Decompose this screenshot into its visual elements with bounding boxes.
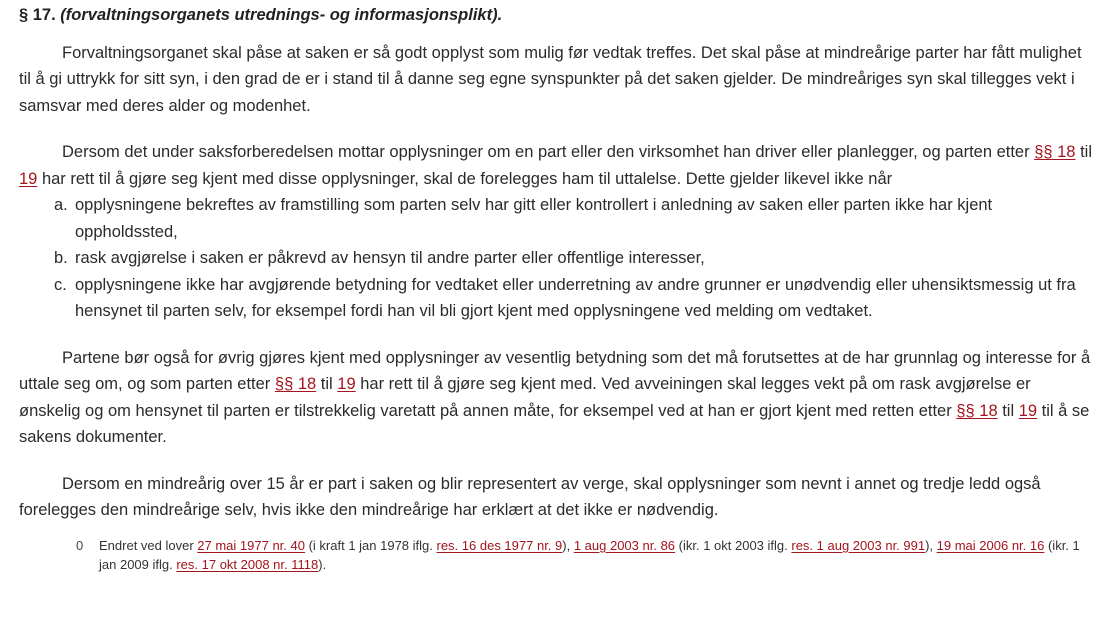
- list-item-text: opplysningene bekreftes av framstilling som parten selv har gitt eller kontrollert i anledning av saken eller parten ikke har kjent oppholdssted,: [75, 196, 993, 241]
- paragraph-3-til: til: [997, 401, 1019, 420]
- ref-law-1977[interactable]: 27 mai 1977 nr. 40: [197, 537, 305, 553]
- amendment-note: [76, 536, 1093, 574]
- paragraph-3-til: til: [316, 375, 338, 393]
- list-marker: b.: [54, 249, 68, 267]
- list-marker: a.: [54, 196, 68, 214]
- note-text: Endret ved lover: [99, 537, 198, 553]
- paragraph-2: [19, 139, 1093, 192]
- note-text: ).: [318, 556, 327, 572]
- ref-res-1977[interactable]: res. 16 des 1977 nr. 9: [436, 537, 563, 553]
- list-marker: c.: [54, 275, 67, 294]
- list-item-text: opplysningene ikke har avgjørende betydning for vedtaket eller underretning av andre grunner er unødvendig eller uhensiktsmessig ut fra hensynet til parten selv, for eksempel fordi han vil bli gjort kjent med opplysningene ved melding om vedtaket.: [75, 275, 1076, 320]
- paragraph-4: Dersom en mindreårig over 15 år er part i saken og blir representert av verge, skal opplysninger som nevnt i annet og tredje ledd også forelegges den mindreårige selv, hvis ikke den mindreårige har erklært at det ikke er nødvendig.: [19, 474, 1041, 519]
- list-item: [54, 245, 1093, 272]
- note-text: ),: [925, 537, 937, 553]
- note-text: (i kraft 1 jan 1978 iflg.: [304, 537, 437, 553]
- ref-section-18[interactable]: §§ 18: [1034, 143, 1076, 161]
- paragraph-3-text-a: Partene bør også for øvrig gjøres kjent med opplysninger av vesentlig betydning som det må forutsettes at de har grunnlag og interesse for å uttale seg om, og som parten etter: [19, 348, 1091, 393]
- list-item: [54, 272, 1093, 325]
- note-text: (ikr. 1 okt 2003 iflg.: [675, 537, 792, 553]
- list-item-text: rask avgjørelse i saken er påkrevd av hensyn til andre parter eller offentlige interesser,: [75, 249, 705, 267]
- ref-section-18[interactable]: §§ 18: [956, 401, 998, 420]
- ref-section-18[interactable]: §§ 18: [274, 375, 317, 393]
- note-marker: 0: [76, 537, 84, 553]
- ref-res-2003[interactable]: res. 1 aug 2003 nr. 991: [791, 537, 926, 553]
- litra-list: [19, 192, 1093, 325]
- paragraph-3: [19, 345, 1093, 451]
- ref-section-19[interactable]: 19: [19, 169, 38, 188]
- paragraph-3-text-b: har rett til å gjøre seg kjent med. Ved avveiningen skal legges vekt på om rask avgjørelse er ønskelig og om hensynet til parten er tilstrekkelig varetatt på annen måte, for eksempel ved at han er gjort kjent med retten etter: [19, 375, 1031, 420]
- section-heading: [19, 2, 1093, 29]
- list-item: [54, 192, 1093, 245]
- paragraph-2-text-a: Dersom det under saksforberedelsen mottar opplysninger om en part eller den virksomhet han driver eller planlegger, og parten etter: [62, 143, 1035, 161]
- ref-section-19[interactable]: 19: [1018, 401, 1038, 420]
- section-title: (forvaltningsorganets utrednings- og informasjonsplikt).: [60, 6, 503, 24]
- ref-law-2003[interactable]: 1 aug 2003 nr. 86: [573, 537, 676, 553]
- ref-res-2008[interactable]: res. 17 okt 2008 nr. 1118: [176, 556, 319, 572]
- section-number: § 17.: [19, 6, 56, 24]
- paragraph-3-text-c: til å se sakens dokumenter.: [19, 401, 1090, 446]
- paragraph-1: Forvaltningsorganet skal påse at saken er så godt opplyst som mulig før vedtak treffes. Det skal påse at mindreårige parter har fått mulighet til å gi uttrykk for sitt syn, i den grad de er i stand til å danne seg egne synspunkter på det saken gjelder. De mindreåriges syn skal tillegges vekt i samsvar med deres alder og modenhet.: [19, 43, 1082, 115]
- ref-section-19[interactable]: 19: [337, 375, 356, 393]
- note-text: (ikr. 1 jan 2009 iflg.: [99, 537, 1080, 572]
- note-body: [79, 536, 1093, 574]
- ref-law-2006[interactable]: 19 mai 2006 nr. 16: [936, 537, 1045, 553]
- paragraph-2-text-b: har rett til å gjøre seg kjent med disse opplysninger, skal de forelegges ham til uttalelse. Dette gjelder likevel ikke når: [37, 169, 893, 188]
- note-text: ),: [562, 537, 574, 553]
- paragraph-2-til: til: [1075, 143, 1092, 161]
